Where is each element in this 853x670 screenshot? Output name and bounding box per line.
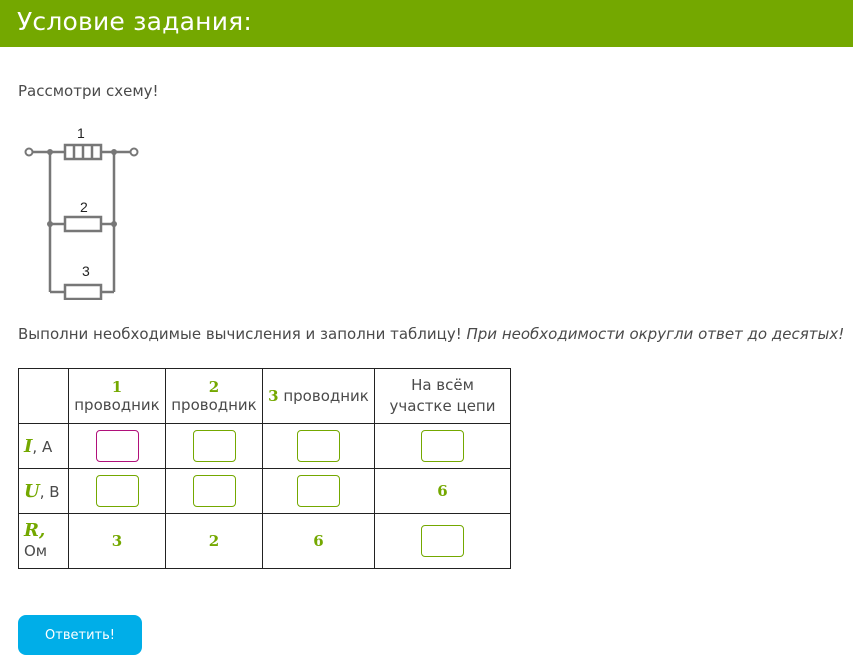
input-U3[interactable] xyxy=(297,475,340,507)
header-num: 1 xyxy=(111,378,123,396)
answer-table xyxy=(18,368,511,569)
table-corner-cell xyxy=(19,369,69,424)
instruction-hint: При необходимости округли ответ до десятых! xyxy=(466,325,845,343)
table-header-row xyxy=(19,369,511,424)
resistor-2 xyxy=(65,217,101,231)
circuit-diagram xyxy=(20,120,145,300)
value-U-total: 6 xyxy=(437,482,448,500)
unit-comma: , xyxy=(38,520,46,541)
resistor-3 xyxy=(65,285,101,299)
cell-R3 xyxy=(263,514,375,569)
value-R3: 6 xyxy=(313,532,324,550)
header-label: На всём участке цепи xyxy=(389,376,496,415)
unit-label: Ом xyxy=(24,542,48,560)
cell-R-total xyxy=(375,514,511,569)
value-R2: 2 xyxy=(208,532,220,550)
symbol-U: U xyxy=(24,480,40,502)
header-label: проводник xyxy=(283,387,369,405)
table-row-current xyxy=(19,424,511,469)
header-conductor-2 xyxy=(166,369,263,424)
unit-label: , В xyxy=(39,482,60,501)
unit-label: , А xyxy=(32,437,53,456)
cell-R1 xyxy=(69,514,166,569)
page-title: Условие задания: xyxy=(17,7,253,36)
cell-U3 xyxy=(263,469,375,514)
header-conductor-3 xyxy=(263,369,375,424)
header-num: 3 xyxy=(268,387,279,405)
input-I2[interactable] xyxy=(193,430,236,462)
header-conductor-1 xyxy=(69,369,166,424)
cell-I-total xyxy=(375,424,511,469)
input-I-total[interactable] xyxy=(421,430,464,462)
table-row-voltage xyxy=(19,469,511,514)
cell-U1 xyxy=(69,469,166,514)
instruction-main: Выполни необходимые вычисления и заполни таблицу! xyxy=(18,325,467,343)
cell-R2 xyxy=(166,514,263,569)
symbol-I: I xyxy=(24,435,33,457)
input-R-total[interactable] xyxy=(421,525,464,557)
cell-U-total xyxy=(375,469,511,514)
input-U2[interactable] xyxy=(193,475,236,507)
row-label-voltage xyxy=(19,469,69,514)
circuit-label-2: 2 xyxy=(80,199,88,215)
symbol-R: R xyxy=(24,520,39,541)
value-R1: 3 xyxy=(111,532,123,550)
cell-I1 xyxy=(69,424,166,469)
cell-U2 xyxy=(166,469,263,514)
row-label-resistance xyxy=(19,514,69,569)
input-U1[interactable] xyxy=(96,475,139,507)
header-bar xyxy=(0,0,853,47)
header-label: проводник xyxy=(74,396,160,414)
circuit-label-3: 3 xyxy=(82,263,90,279)
instruction-text xyxy=(18,325,844,343)
submit-button[interactable]: Ответить! xyxy=(18,615,142,655)
header-num: 2 xyxy=(208,378,220,396)
header-label: проводник xyxy=(171,396,257,414)
circuit-label-1: 1 xyxy=(77,125,85,141)
input-I3[interactable] xyxy=(297,430,340,462)
cell-I2 xyxy=(166,424,263,469)
intro-text: Рассмотри схему! xyxy=(18,82,159,100)
cell-I3 xyxy=(263,424,375,469)
header-total xyxy=(375,369,511,424)
row-label-current xyxy=(19,424,69,469)
table-row-resistance xyxy=(19,514,511,569)
input-I1[interactable] xyxy=(96,430,139,462)
